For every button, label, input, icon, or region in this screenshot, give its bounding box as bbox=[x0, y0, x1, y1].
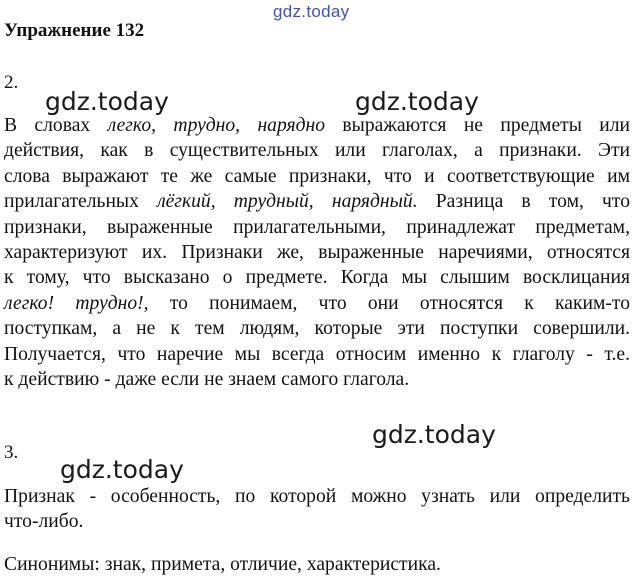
text-line bbox=[4, 215, 630, 240]
text-run: поступкам, а не к тем людям, которые эти поступки совершили. bbox=[4, 318, 630, 340]
text-line bbox=[4, 265, 630, 290]
text-line bbox=[4, 367, 630, 392]
text-run: прилагательных bbox=[4, 191, 158, 213]
section-3-number: 3. bbox=[4, 442, 19, 463]
text-run: к тому, что высказано о предмете. Когда мы слышим восклицания bbox=[4, 267, 630, 289]
watermark: gdz.today bbox=[372, 420, 496, 449]
text-line bbox=[4, 509, 630, 534]
text-run: характеризуют их. Признаки же, выраженные наречиями, относятся bbox=[4, 242, 630, 264]
text-line bbox=[4, 342, 630, 367]
text-run: признаки, выраженные прилагательными, принадлежат предметам, bbox=[4, 216, 630, 238]
text-run: Разница в том, что bbox=[417, 191, 630, 213]
text-run: действия, как в существительных или глаголах, а признаки. Эти bbox=[4, 140, 630, 162]
section-3-synonyms: Синонимы: знак, примета, отличие, характеристика. bbox=[4, 554, 441, 575]
text-line bbox=[4, 484, 630, 509]
text-run: Признак - особенность, по которой можно узнать или определить bbox=[4, 486, 630, 507]
text-line bbox=[4, 189, 630, 214]
text-line bbox=[4, 138, 630, 163]
italic-example-words: легко, трудно, нарядно bbox=[107, 115, 326, 136]
watermark: gdz.today bbox=[45, 87, 169, 116]
italic-example-words: лёгкий, трудный, нарядный. bbox=[157, 191, 418, 213]
watermark-top: gdz.today bbox=[273, 2, 350, 21]
italic-example-words: легко! трудно!, bbox=[4, 292, 149, 314]
text-line bbox=[4, 291, 630, 316]
text-run: В словах bbox=[4, 115, 108, 136]
text-line bbox=[4, 240, 630, 265]
text-run: выражаются не предметы или bbox=[325, 115, 630, 136]
text-run: Получается, что наречие мы всегда относим именно к глаголу - т.е. bbox=[4, 343, 630, 365]
text-run: то понимаем, что они относятся к каким-то bbox=[148, 292, 630, 314]
section-2-number: 2. bbox=[4, 72, 19, 93]
text-line bbox=[4, 113, 630, 138]
section-3-definition bbox=[4, 484, 630, 535]
text-run: что-либо. bbox=[4, 511, 84, 533]
section-2-paragraph bbox=[4, 113, 630, 392]
text-run: к действию - даже если не знаем самого глагола. bbox=[4, 369, 410, 391]
text-line bbox=[4, 316, 630, 341]
exercise-title: Упражнение 132 bbox=[4, 20, 145, 41]
text-line bbox=[4, 164, 630, 189]
text-run: слова выражают те же самые признаки, что и соответствующие им bbox=[4, 165, 630, 187]
watermark: gdz.today bbox=[60, 455, 184, 484]
watermark: gdz.today bbox=[355, 87, 479, 116]
